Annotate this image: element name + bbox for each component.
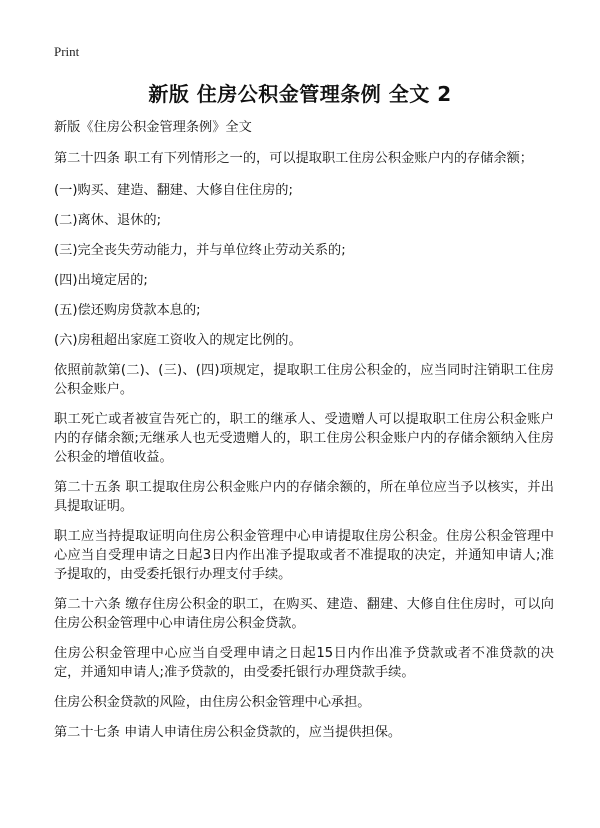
paragraph-item-3: (三)完全丧失劳动能力，并与单位终止劳动关系的;	[54, 243, 346, 258]
paragraph-item-6: (六)房租超出家庭工资收入的规定比例的。	[54, 333, 302, 348]
paragraph-article-24: 第二十四条 职工有下列情形之一的，可以提取职工住房公积金账户内的存储余额；	[54, 151, 533, 166]
paragraph-article-27: 第二十七条 申请人申请住房公积金贷款的，应当提供担保。	[54, 725, 402, 740]
paragraph-item-2: (二)离休、退休的;	[54, 213, 162, 228]
paragraph-loan-risk: 住房公积金贷款的风险，由住房公积金管理中心承担。	[54, 695, 371, 710]
paragraph-article-26: 第二十六条 缴存住房公积金的职工，在购买、建造、翻建、大修自住住房时，可以向住房公积金管理中心申请住房公积金贷款。	[54, 597, 554, 631]
document-body	[54, 118, 554, 753]
paragraph-item-4: (四)出境定居的;	[54, 273, 148, 288]
paragraph-item-1: (一)购买、建造、翻建、大修自住住房的;	[54, 183, 293, 198]
paragraph-withdrawal-procedure: 职工应当持提取证明向住房公积金管理中心申请提取住房公积金。住房公积金管理中心应当自受理申请之日起3日内作出准予提取或者不准提取的决定，并通知申请人;准予提取的，由受委托银行办理支付手续。	[54, 529, 554, 582]
document-title: 新版 住房公积金管理条例 全文 2	[148, 82, 452, 106]
paragraph-death-withdrawal: 职工死亡或者被宣告死亡的，职工的继承人、受遗赠人可以提取职工住房公积金账户内的存储余额;无继承人也无受遗赠人的，职工住房公积金账户内的存储余额纳入住房公积金的增值收益。	[54, 412, 554, 465]
paragraph-item-5: (五)偿还购房贷款本息的;	[54, 303, 201, 318]
print-label: Print	[54, 44, 80, 59]
paragraph-account-cancel: 依照前款第(二)、(三)、(四)项规定，提取职工住房公积金的，应当同时注销职工住房公积金账户。	[54, 363, 554, 397]
document-subtitle: 新版《住房公积金管理条例》全文	[54, 120, 252, 135]
paragraph-article-25: 第二十五条 职工提取住房公积金账户内的存储余额的，所在单位应当予以核实，并出具提取证明。	[54, 480, 554, 514]
paragraph-loan-decision: 住房公积金管理中心应当自受理申请之日起15日内作出准予贷款或者不准贷款的决定，并通知申请人;准予贷款的，由受委托银行办理贷款手续。	[54, 646, 554, 680]
